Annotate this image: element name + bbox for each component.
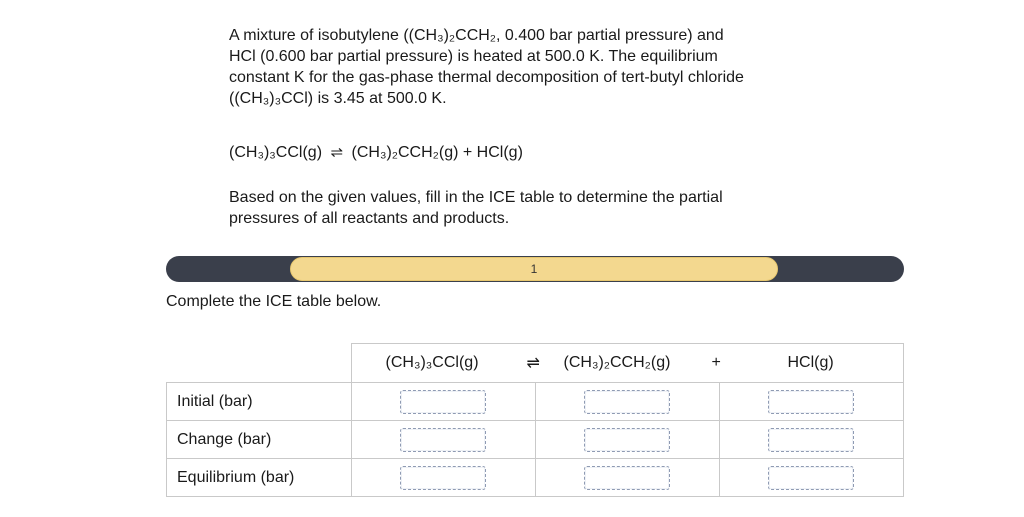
instructions-line: Based on the given values, fill in the ICE table to determine the partial [229, 189, 723, 206]
input-equilibrium-product-1[interactable] [584, 466, 670, 490]
problem-statement [229, 25, 829, 109]
header-reactant: (CH₃)₃CCl(g) [385, 354, 479, 371]
input-change-product-1[interactable] [584, 428, 670, 452]
input-change-reactant[interactable] [400, 428, 486, 452]
instructions [229, 187, 829, 229]
cell-change-product-1 [535, 421, 719, 459]
header-product-1: (CH₃)₂CCH₂(g) [563, 354, 671, 371]
input-change-product-2[interactable] [768, 428, 854, 452]
reaction-equation [229, 143, 523, 162]
ice-table-prompt: Complete the ICE table below. [166, 293, 382, 310]
cell-equilibrium-product-2 [719, 459, 903, 497]
cell-initial-product-1 [535, 383, 719, 421]
ice-row-change [167, 421, 904, 459]
progress-step-label: 1 [530, 262, 538, 276]
reaction-plus: + [462, 144, 473, 161]
cell-initial-reactant [351, 383, 535, 421]
problem-line: HCl (0.600 bar partial pressure) is heated at 500.0 K. The equilibrium [229, 48, 718, 65]
equilibrium-arrow-icon: ⇌ [330, 144, 344, 161]
instructions-line: pressures of all reactants and products. [229, 210, 510, 227]
cell-change-product-2 [719, 421, 903, 459]
problem-line: A mixture of isobutylene ((CH₃)₂CCH₂, 0.400 bar partial pressure) and [229, 27, 724, 44]
problem-line: constant K for the gas-phase thermal decomposition of tert-butyl chloride [229, 69, 744, 86]
ice-row-initial [167, 383, 904, 421]
reaction-reactant: (CH₃)₃CCl(g) [229, 144, 323, 161]
cell-change-reactant [351, 421, 535, 459]
input-equilibrium-product-2[interactable] [768, 466, 854, 490]
input-initial-reactant[interactable] [400, 390, 486, 414]
input-initial-product-1[interactable] [584, 390, 670, 414]
cell-equilibrium-product-1 [535, 459, 719, 497]
header-plus: + [711, 354, 721, 371]
ice-table [166, 343, 904, 497]
cell-initial-product-2 [719, 383, 903, 421]
ice-table-header [351, 344, 903, 383]
input-equilibrium-reactant[interactable] [400, 466, 486, 490]
header-product-2: HCl(g) [787, 354, 834, 371]
ice-table-corner [167, 344, 352, 383]
row-label-change: Change (bar) [167, 421, 352, 459]
reaction-product-1: (CH₃)₂CCH₂(g) [351, 144, 459, 161]
problem-line: ((CH₃)₃CCl) is 3.45 at 500.0 K. [229, 90, 447, 107]
ice-table-header-row [167, 344, 904, 383]
header-equilibrium-arrow-icon: ⇌ [526, 355, 540, 372]
row-label-equilibrium: Equilibrium (bar) [167, 459, 352, 497]
reaction-product-2: HCl(g) [476, 144, 523, 161]
row-label-initial: Initial (bar) [167, 383, 352, 421]
input-initial-product-2[interactable] [768, 390, 854, 414]
ice-row-equilibrium [167, 459, 904, 497]
cell-equilibrium-reactant [351, 459, 535, 497]
